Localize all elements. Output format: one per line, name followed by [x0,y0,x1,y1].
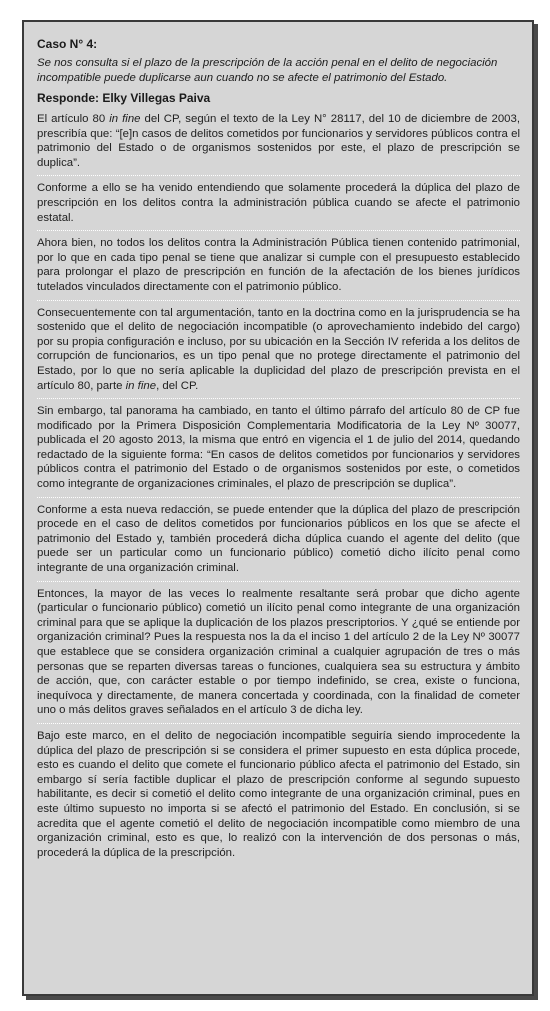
paragraph: Entonces, la mayor de las veces lo realmente resaltante será probar que dicho agente (particular o funcionario público) cometió un ilícito penal como integrante de una organización criminal para que se aplique la duplicación de los plazos prescriptorios. Y ¿qué se entiende por organización criminal? Pues la respuesta nos la da el inciso 1 del artículo 2 de la Ley Nº 30077 que establece que se considera organización criminal a cualquier agrupación de tres o más personas que se reparten diversas tareas o funciones, cualquiera sea su estructura y ámbito de acción, que, con carácter estable o por tiempo indefinido, se crea, existe o funciona, inequívoca y directamente, de manera concertada y coordinada, con la finalidad de cometer uno o más delitos graves señalados en el artículo 3 de dicha ley. [37,587,520,724]
paragraph: Conforme a esta nueva redacción, se puede entender que la dúplica del plazo de prescripción procede en el caso de delitos cometidos por funcionarios públicos en los que se afecte el patrimonio del Estado y, también procederá dicha dúplica cuando el agente del delito (que puede ser un particular como un funcionario público) cometió dicho ilícito penal como integrante de una organización criminal. [37,503,520,582]
case-title: Caso N° 4: [37,37,98,51]
paragraph: Ahora bien, no todos los delitos contra la Administración Pública tienen contenido patrimonial, por lo que en cada tipo penal se tiene que analizar si cumple con el presupuesto establecido para prolongar el plazo de prescripción en función de la afectación de los bienes jurídicos tutelados vinculados directamente con el patrimonio público. [37,236,520,300]
paragraph: Bajo este marco, en el delito de negociación incompatible seguiría siendo improcedente la dúplica del plazo de prescripción si se considera el primer supuesto en esta dúplica procede, esto es cuando el delito que comete el funcionario público afecta el patrimonio del Estado, sin embargo sí sería factible duplicar el plazo de prescripción conforme al segundo supuesto habilitante, es decir si cometió el delito como integrante de una organización criminal, pues en este último supuesto no importa si se afectó el patrimonio del Estado. En conclusión, si se acredita que el agente cometió el delito de negociación incompatible como miembro de una organización criminal, esto es que, lo realizó con la intervención de dos personas o más, procederá la dúplica de la prescripción. [37,729,520,859]
paragraph: Sin embargo, tal panorama ha cambiado, en tanto el último párrafo del artículo 80 de CP fue modificado por la Primera Disposición Complementaria Modificatoria de la Ley Nº 30077, publicada el 20 agosto 2013, la misma que entró en vigencia el 1 de julio del 2014, quedando redactado de la siguiente forma: “En casos de delitos cometidos por funcionarios y servidores públicos contra el patrimonio del Estado o de organismos sostenidos por este, o cometidos como integrante de organizaciones criminales, el plazo de prescripción se duplica”. [37,404,520,498]
responder-line: Responde: Elky Villegas Paiva [37,91,211,105]
case-question: Se nos consulta si el plazo de la prescripción de la acción penal en el delito de negociación incompatible puede duplicarse aun cuando no se afecte el patrimonio del Estado. [37,57,498,84]
paragraph: El artículo 80 in fine del CP, según el texto de la Ley N° 28117, del 10 de diciembre de 2003, prescribía que: “[e]n casos de delitos cometidos por funcionarios y servidores públicos contra el patrimonio del Estado o de organismos sostenidos por este, el plazo de prescripción se duplica”. [37,112,520,176]
answer-body [37,112,520,865]
paragraph: Conforme a ello se ha venido entendiendo que solamente procederá la dúplica del plazo de prescripción en los delitos contra la administración pública cuando se afecte el patrimonio estatal. [37,181,520,231]
paragraph: Consecuentemente con tal argumentación, tanto en la doctrina como en la jurisprudencia se ha sostenido que el delito de negociación incompatible (o aprovechamiento indebido del cargo) por su propia configuración e incluso, por su ubicación en la Sección IV referida a los delitos de corrupción de funcionarios, es un tipo penal que no protege directamente el patrimonio del Estado, por lo que no sería aplicable la duplicidad del plazo de prescripción prevista en el artículo 80, parte in fine, del CP. [37,306,520,400]
case-box [22,20,534,996]
